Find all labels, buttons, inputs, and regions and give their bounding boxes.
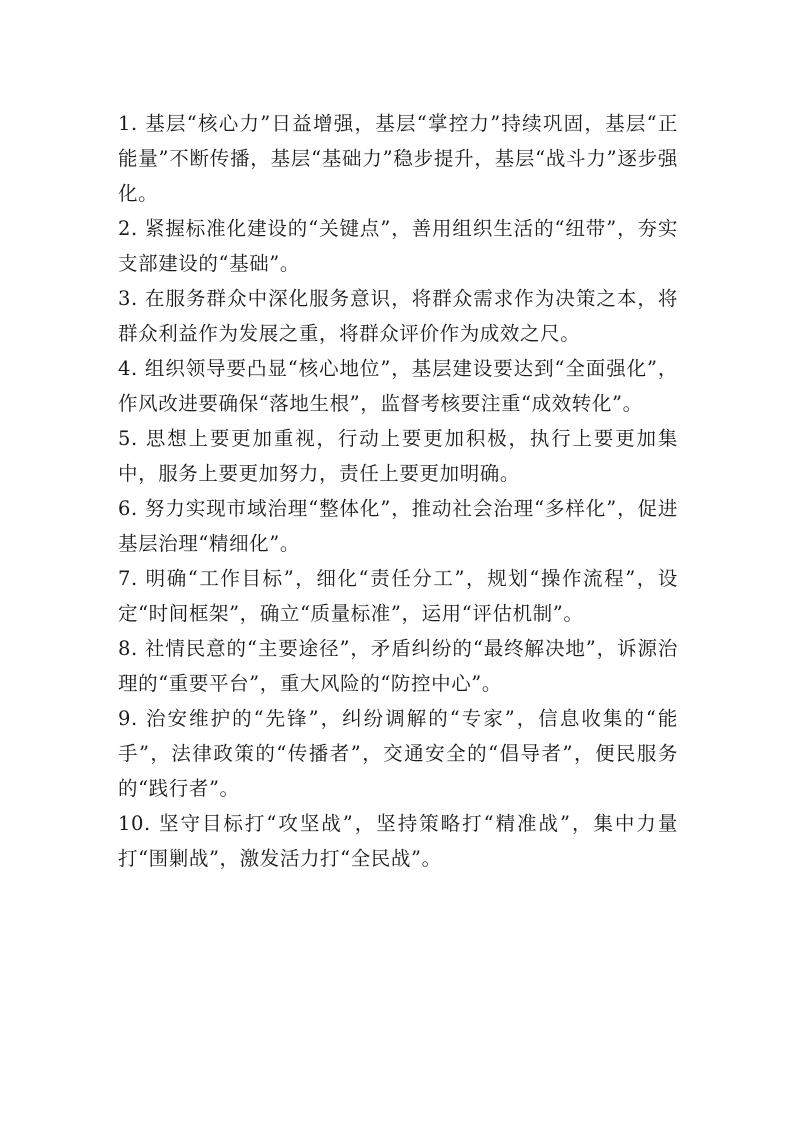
paragraph-9: 9. 治安维护的“先锋”，纠纷调解的“专家”，信息收集的“能手”，法律政策的“传播者”，交通安全的“倡导者”，便民服务的“践行者”。 [118, 707, 678, 800]
paragraph-10: 10. 坚守目标打“攻坚战”，坚持策略打“精准战”，集中力量打“围剿战”，激发活力打“全民战”。 [118, 812, 678, 870]
paragraph-8: 8. 社情民意的“主要途径”，矛盾纠纷的“最终解决地”，诉源治理的“重要平台”，重大风险的“防控中心”。 [118, 637, 678, 695]
paragraph-1: 1. 基层“核心力”日益增强，基层“掌控力”持续巩固，基层“正能量”不断传播，基层“基础力”稳步提升，基层“战斗力”逐步强化。 [118, 112, 678, 205]
paragraph-7: 7. 明确“工作目标”，细化“责任分工”，规划“操作流程”，设定“时间框架”，确立“质量标准”，运用“评估机制”。 [118, 567, 678, 625]
paragraph-3: 3. 在服务群众中深化服务意识，将群众需求作为决策之本，将群众利益作为发展之重，将群众评价作为成效之尺。 [118, 287, 678, 345]
document-body [118, 106, 678, 876]
paragraph-2: 2. 紧握标准化建设的“关键点”，善用组织生活的“纽带”，夯实支部建设的“基础”。 [118, 217, 678, 275]
paragraph-6: 6. 努力实现市域治理“整体化”，推动社会治理“多样化”，促进基层治理“精细化”。 [118, 497, 678, 555]
paragraph-4: 4. 组织领导要凸显“核心地位”，基层建设要达到“全面强化”，作风改进要确保“落地生根”，监督考核要注重“成效转化”。 [118, 357, 678, 415]
paragraph-5: 5. 思想上要更加重视，行动上要更加积极，执行上要更加集中，服务上要更加努力，责任上要更加明确。 [118, 427, 678, 485]
